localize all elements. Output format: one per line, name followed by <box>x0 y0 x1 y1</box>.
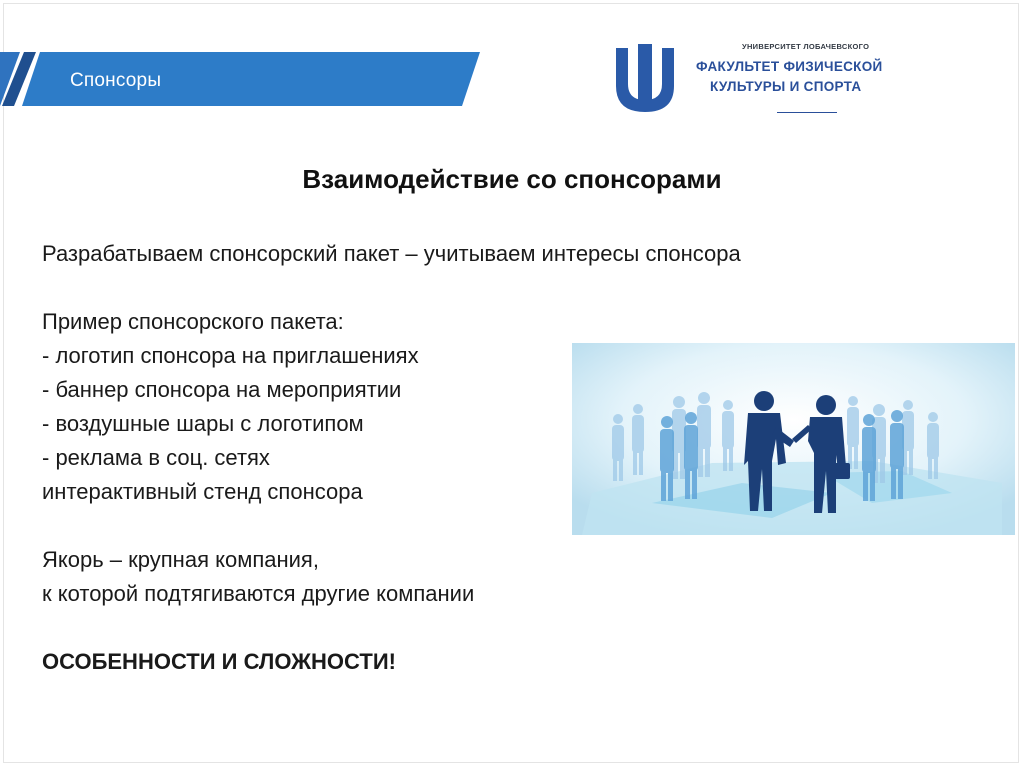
logo-title-line-1: ФАКУЛЬТЕТ ФИЗИЧЕСКОЙ <box>696 59 883 74</box>
main-heading: Взаимодействие со спонсорами <box>302 164 722 194</box>
logo-subtitle: УНИВЕРСИТЕТ ЛОБАЧЕВСКОГО <box>742 42 870 51</box>
spacer <box>42 611 741 645</box>
list-item: - баннер спонсора на мероприятии <box>42 377 402 402</box>
business-handshake-image <box>572 343 1015 535</box>
list-item: - реклама в соц. сетях <box>42 445 270 470</box>
text-line: к которой подтягиваются другие компании <box>42 581 475 606</box>
faculty-logo <box>614 42 924 116</box>
emphasis-line: ОСОБЕННОСТИ И СЛОЖНОСТИ! <box>42 649 396 674</box>
list-item: - воздушные шары с логотипом <box>42 411 364 436</box>
list-item: - логотип спонсора на приглашениях <box>42 343 419 368</box>
text-line: Якорь – крупная компания, <box>42 547 319 572</box>
university-emblem-icon <box>614 44 676 114</box>
text-line: Пример спонсорского пакета: <box>42 309 344 334</box>
text-line: Разрабатываем спонсорский пакет – учитываем интересы спонсора <box>42 241 741 266</box>
spacer <box>42 271 741 305</box>
text-line: интерактивный стенд спонсора <box>42 479 363 504</box>
logo-title-line-2: КУЛЬТУРЫ И СПОРТА <box>710 79 862 94</box>
page-title: Спонсоры <box>70 70 162 91</box>
logo-divider <box>777 112 837 113</box>
